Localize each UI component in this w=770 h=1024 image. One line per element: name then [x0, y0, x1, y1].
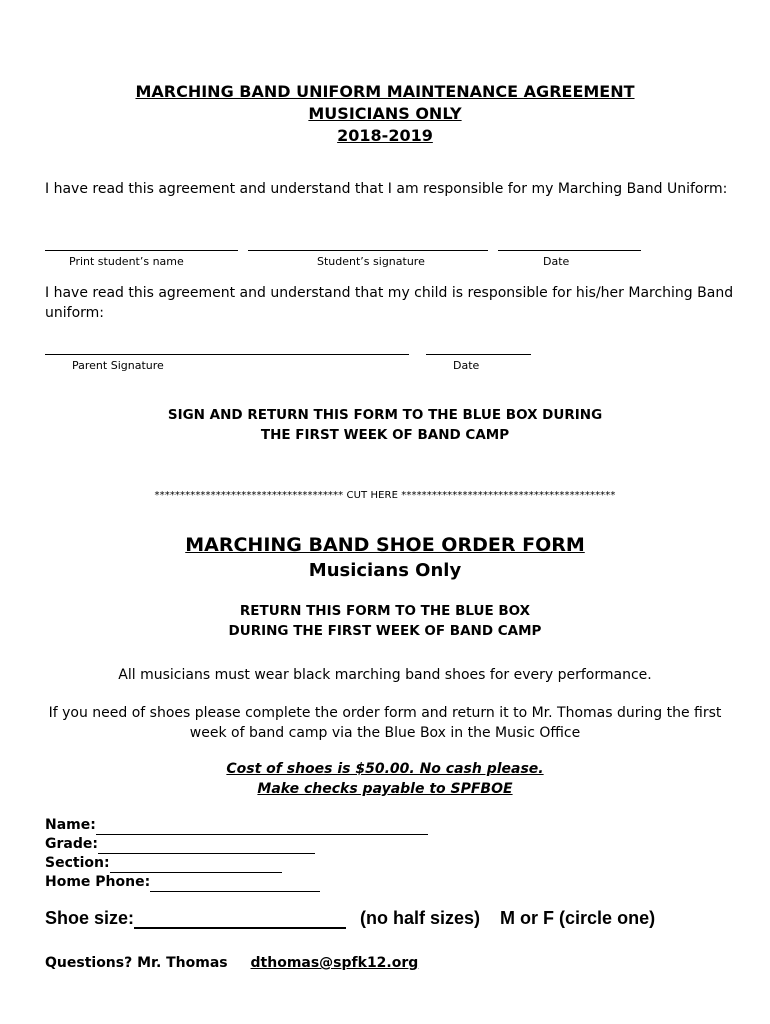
shoe-form-title: MARCHING BAND SHOE ORDER FORM [185, 534, 585, 556]
shoe-instructions: If you need of shoes please complete the order form and return it to Mr. Thomas during the first week of band camp via the Blue Box in the Music Office [48, 705, 722, 741]
parent-statement: I have read this agreement and understand that my child is responsible for his/her Marching Band uniform: [45, 285, 734, 321]
agreement-return-instructions [0, 405, 770, 445]
grade-field-row [45, 835, 428, 854]
student-date-label: Date [543, 255, 570, 268]
agreement-return-line2: THE FIRST WEEK OF BAND CAMP [260, 427, 510, 443]
shoe-size-label: Shoe size: [45, 908, 135, 928]
home-phone-field[interactable] [150, 877, 320, 892]
grade-field-label: Grade: [45, 836, 98, 852]
agreement-return-line1: SIGN AND RETURN THIS FORM TO THE BLUE BOX DURING [167, 407, 603, 423]
questions-label: Questions? Mr. Thomas [45, 955, 228, 971]
section-field-row [45, 854, 428, 873]
section-field[interactable] [110, 858, 282, 873]
parent-date-label: Date [453, 359, 480, 372]
contact-email-link[interactable]: dthomas@spfk12.org [250, 955, 419, 971]
student-signature-label: Student’s signature [317, 255, 425, 268]
student-statement: I have read this agreement and understand that I am responsible for my Marching Band Uniform: [45, 181, 728, 197]
section-field-label: Section: [45, 855, 110, 871]
agreement-title-line3: 2018-2019 [337, 126, 433, 145]
student-info-fields [45, 816, 428, 892]
student-signature-line[interactable] [248, 250, 488, 251]
parent-date-line[interactable] [426, 354, 531, 355]
phone-field-label: Home Phone: [45, 874, 151, 890]
shoe-return-line2: DURING THE FIRST WEEK OF BAND CAMP [228, 623, 542, 639]
name-field[interactable] [96, 820, 428, 835]
payment-info [0, 759, 770, 799]
cut-here-line: ************************************* CUT HERE ****************************************** [154, 490, 616, 501]
checks-payable-text: Make checks payable to SPFBOE [257, 781, 513, 797]
shoe-return-line1: RETURN THIS FORM TO THE BLUE BOX [239, 603, 531, 619]
shoe-size-field[interactable] [134, 909, 346, 929]
shoe-size-row [45, 908, 655, 929]
gender-choice[interactable]: M or F (circle one) [500, 908, 656, 928]
name-field-row [45, 816, 428, 835]
no-half-sizes-note: (no half sizes) [360, 908, 481, 928]
name-field-label: Name: [45, 817, 96, 833]
student-name-line[interactable] [45, 250, 238, 251]
agreement-title [0, 81, 770, 147]
student-date-line[interactable] [498, 250, 641, 251]
phone-field-row [45, 873, 428, 892]
questions-row [45, 955, 418, 971]
cost-text: Cost of shoes is $50.00. No cash please. [226, 761, 544, 777]
print-name-label: Print student’s name [69, 255, 184, 268]
agreement-title-line1: MARCHING BAND UNIFORM MAINTENANCE AGREEMENT [135, 82, 635, 101]
shoe-return-instructions [0, 601, 770, 641]
shoe-form-subtitle: Musicians Only [308, 560, 462, 581]
parent-signature-label: Parent Signature [72, 359, 164, 372]
grade-field[interactable] [98, 839, 315, 854]
agreement-title-line2: MUSICIANS ONLY [308, 104, 462, 123]
parent-signature-line[interactable] [45, 354, 409, 355]
shoe-requirement: All musicians must wear black marching band shoes for every performance. [118, 667, 652, 683]
